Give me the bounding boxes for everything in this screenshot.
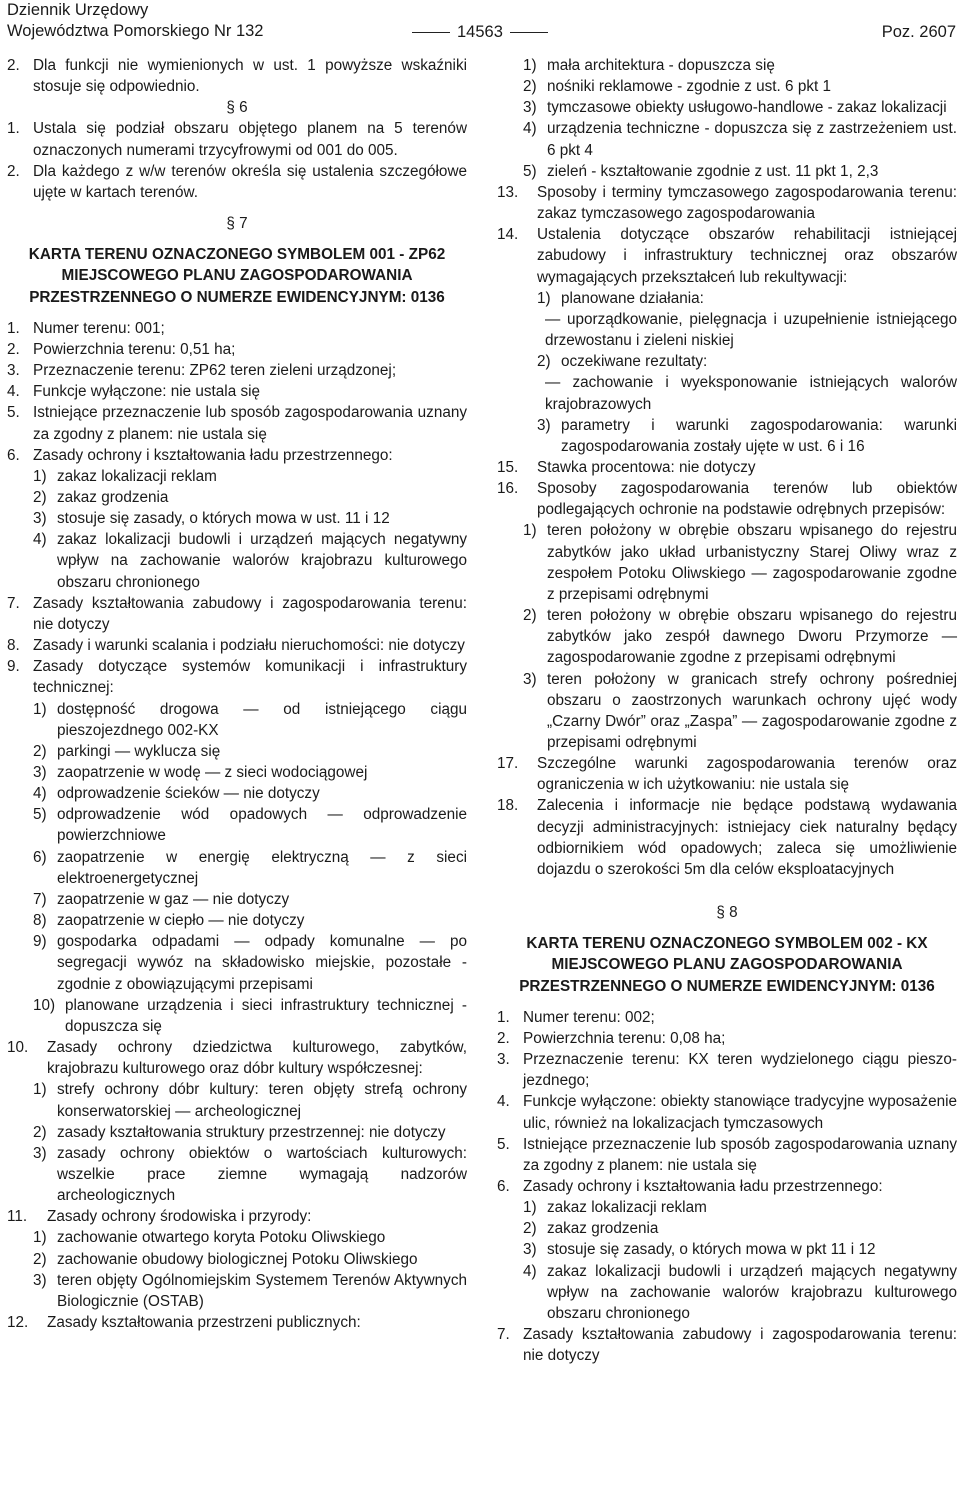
list-item: 6. Zasady ochrony i kształtowania ładu przestrzennego: [497, 1177, 883, 1195]
item-list [497, 1007, 957, 1197]
sub-list [7, 699, 467, 1038]
left-column [7, 55, 467, 1333]
paragraph: 2. Dla każdego z w/w terenów określa się ustalenia szczegółowe ujęte w kartach terenów. [7, 162, 467, 201]
page-number-dash [412, 32, 450, 34]
sub-item: 1) dostępność drogowa — od istniejącego ciągu pieszojezdnego 002-KX [33, 700, 467, 739]
sub-list [7, 466, 467, 593]
sub-item: 2) zachowanie obudowy biologicznej Potoku Oliwskiego [33, 1250, 418, 1268]
sub-item: 3) teren położony w granicach strefy ochrony pośredniej obszaru o zaostrzonych warunkach ochrony ujęć wody „Czarny Dwór” oraz „Zaspa” — zagospodarowanie zgodne z przepisami odrębnymi [523, 670, 957, 751]
sub-item: 2) zakaz grodzenia [33, 488, 169, 506]
position-number: Poz. 2607 [881, 23, 956, 41]
section-8-heading: § 8 [716, 904, 738, 922]
list-item: 2. Powierzchnia terenu: 0,08 ha; [497, 1029, 726, 1047]
list-item: 5. Istniejące przeznaczenie lub sposób zagospodarowania uznany za zgodny z planem: nie ustala się [7, 404, 467, 443]
list-item: 10. Zasady ochrony dziedzictwa kulturowego, zabytków, krajobrazu kulturowego oraz dóbr kultury współczesnej: [7, 1039, 467, 1078]
list-item: 4. Funkcje wyłączone: nie ustala się [7, 383, 261, 401]
sub-item: 3) zaopatrzenie w wodę — z sieci wodociągowej [33, 764, 368, 781]
sub-item: 5) zieleń - kształtowanie zgodnie z ust. 11 pkt 1, 2,3 [523, 162, 879, 180]
list-item: 2. Powierzchnia terenu: 0,51 ha; [7, 340, 236, 358]
journal-title: Dziennik Urzędowy [7, 1, 149, 19]
list-item: 13. Sposoby i terminy tymczasowego zagospodarowania terenu: zakaz tymczasowego zagospodarowania [497, 183, 957, 223]
list-item: 16. Sposoby zagospodarowania terenów lub obiektów podlegających ochronie na podstawie odrębnych przepisów: [497, 480, 957, 519]
sub-item: 1) zachowanie otwartego koryta Potoku Oliwskiego [33, 1229, 386, 1247]
sub-item: 4) odprowadzenie ścieków — nie dotyczy [33, 785, 320, 803]
sub-item: 10) planowane urządzenia i sieci infrastruktury technicznej - dopuszcza się [33, 996, 467, 1035]
item-list [7, 593, 467, 699]
sub-item: 1) zakaz lokalizacji reklam [33, 467, 217, 485]
sub-item: 2) teren położony w obrębie obszaru wpisanego do rejestru zabytków jako zespół dawnego Dworu Przymorze — zagospodarowanie zgodne z przepisami odrębnymi [523, 607, 957, 667]
sub-list [497, 1197, 957, 1324]
sub-list [7, 1227, 467, 1312]
sub-item: 7) zaopatrzenie w gaz — nie dotyczy [33, 890, 290, 908]
paragraph: 1. Ustala się podział obszaru objętego planem na 5 terenów oznaczonych numerami trzycyfrowymi od 001 do 005. [7, 120, 467, 159]
sub-item: 2) zasady kształtowania struktury przestrzennej: nie dotyczy [33, 1123, 446, 1141]
list-item: 15. Stawka procentowa: nie dotyczy [497, 458, 756, 476]
sub-list [497, 520, 957, 753]
sub-item: 1) strefy ochrony dóbr kultury: teren objęty strefą ochrony konserwatorskiej — archeologicznej [33, 1081, 467, 1120]
page-header [0, 0, 960, 44]
list-item: 9. Zasady dotyczące systemów komunikacji i infrastruktury technicznej: [7, 658, 467, 697]
card-title-001: KARTA TERENU OZNACZONEGO SYMBOLEM 001 - ZP62 MIEJSCOWEGO PLANU ZAGOSPODAROWANIA PRZESTRZENNEGO O NUMERZE EWIDENCYJNYM: 0136 [28, 246, 446, 306]
list-item: 18. Zalecenia i informacje nie będące podstawą wydawania decyzji administracyjnych: istniejacy ciek naturalny będący odbiornikiem wód opadowych; zaleca się umożliwienie dojazdu o szerokości 5m dla celów eksploatacyjnych [497, 797, 957, 878]
sub-list [7, 1079, 467, 1206]
page-number: 14563 [457, 23, 503, 41]
list-item: 14. Ustalenia dotyczące obszarów rehabilitacji istniejącej zabudowy i infrastruktury technicznej oraz obszarów wymagających przekształceń lub rekultywacji: [497, 226, 957, 286]
list-item: 1. Numer terenu: 002; [497, 1008, 655, 1026]
sub-item: 2) zakaz grodzenia [523, 1220, 659, 1238]
card-title-002: KARTA TERENU OZNACZONEGO SYMBOLEM 002 - KX MIEJSCOWEGO PLANU ZAGOSPODAROWANIA PRZESTRZENNEGO O NUMERZE EWIDENCYJNYM: 0136 [519, 935, 935, 995]
page-number-block [405, 22, 555, 43]
list-item: 3. Przeznaczenie terenu: ZP62 teren zieleni urządzonej; [7, 362, 397, 380]
sub-item: 9) gospodarka odpadami — odpady komunalne — po segregacji wywóz na składowisko miejskie, pozostałe - zgodnie z obowiązującymi przepisami [33, 933, 467, 993]
list-item: 17. Szczególne warunki zagospodarowania terenów oraz ograniczenia w ich użytkowaniu: nie ustala się [497, 755, 957, 794]
sub-item: 4) urządzenia techniczne - dopuszcza się z zastrzeżeniem ust. 6 pkt 4 [523, 120, 957, 159]
sub-item: 3) tymczasowe obiekty usługowo-handlowe - zakaz lokalizacji [523, 99, 947, 117]
list-item: 5. Istniejące przeznaczenie lub sposób zagospodarowania uznany za zgodny z planem: nie ustala się [497, 1135, 957, 1174]
sub-list [497, 55, 957, 182]
sub-item: 3) stosuje się zasady, o których mowa w pkt 11 i 12 [523, 1241, 876, 1259]
right-column [497, 55, 957, 1366]
dash-item: — uporządkowanie, pielęgnacja i uzupełnienie istniejącego drzewostanu i zieleni niskiej [545, 310, 957, 350]
sub-item: 4) zakaz lokalizacji budowli i urządzeń mających negatywny wpływ na zachowanie walorów krajobrazu kulturowego obszaru chronionego [33, 531, 467, 591]
sub-item: 1) zakaz lokalizacji reklam [523, 1199, 707, 1217]
page-number-dash [510, 32, 548, 34]
sub-item: 2) nośniki reklamowe - zgodnie z ust. 6 pkt 1 [523, 78, 831, 96]
sub-item: 2) oczekiwane rezultaty: [537, 353, 708, 371]
list-item: 7. Zasady kształtowania zabudowy i zagospodarowania terenu: nie dotyczy [7, 594, 467, 633]
sub-item: 8) zaopatrzenie w ciepło — nie dotyczy [33, 912, 305, 930]
sub-item: 1) mała architektura - dopuszcza się [523, 57, 775, 74]
sub-item: 1) teren położony w obrębie obszaru wpisanego do rejestru zabytków jako układ urbanistyczny Starej Oliwy wraz z zespołem Potoku Oliwskiego — zagospodarowanie zgodne z przepisami odrębnymi [523, 522, 957, 603]
sub-item: 3) zasady ochrony obiektów o wartościach kulturowych: wszelkie prace ziemne wymagają nadzorów archeologicznych [33, 1144, 467, 1205]
list-item: 11. Zasady ochrony środowiska i przyrody: [7, 1208, 312, 1226]
sub-item: 5) odprowadzenie wód opadowych — odprowadzenie powierzchniowe [33, 806, 467, 845]
list-item: 6. Zasady ochrony i kształtowania ładu przestrzennego: [7, 446, 393, 464]
sub-item: 3) parametry i warunki zagospodarowania: warunki zagospodarowania zostały ujęte w ust. 6 i 16 [537, 416, 957, 455]
section-7-heading: § 7 [226, 215, 248, 233]
section-6-heading: § 6 [226, 99, 248, 117]
sub-item: 3) stosuje się zasady, o których mowa w ust. 11 i 12 [33, 510, 390, 528]
item-list [7, 318, 467, 466]
list-item: 8. Zasady i warunki scalania i podziału nieruchomości: nie dotyczy [7, 637, 465, 655]
sub-item: 3) teren objęty Ogólnomiejskim Systemem Terenów Aktywnych Biologicznie (OSTAB) [33, 1271, 467, 1310]
list-item: 4. Funkcje wyłączone: obiekty stanowiące tradycyjne wyposażenie ulic, również na lokalizacjach tymczasowych [497, 1093, 957, 1132]
paragraph: 2. Dla funkcji nie wymienionych w ust. 1 powyższe wskaźniki stosuje się odpowiednio. [7, 57, 467, 96]
list-item: 7. Zasady kształtowania zabudowy i zagospodarowania terenu: nie dotyczy [497, 1326, 957, 1365]
list-item: 1. Numer terenu: 001; [7, 319, 165, 337]
journal-issue: Województwa Pomorskiego Nr 132 [7, 22, 264, 40]
sub-item: 4) zakaz lokalizacji budowli i urządzeń mających negatywny wpływ na zachowanie walorów krajobrazu kulturowego obszaru chronionego [523, 1262, 957, 1322]
sub-item: 1) planowane działania: [537, 289, 704, 307]
dash-item: — zachowanie i wyeksponowanie istniejących walorów krajobrazowych [545, 374, 957, 413]
sub-item: 2) parkingi — wyklucza się [33, 742, 221, 760]
list-item: 12. Zasady kształtowania przestrzeni publicznych: [7, 1314, 361, 1332]
journal-info [7, 0, 263, 42]
sub-item: 6) zaopatrzenie w energię elektryczną — z sieci elektroenergetycznej [33, 848, 467, 887]
list-item: 3. Przeznaczenie terenu: KX teren wydzielonego ciągu pieszo-jezdnego; [497, 1051, 957, 1090]
